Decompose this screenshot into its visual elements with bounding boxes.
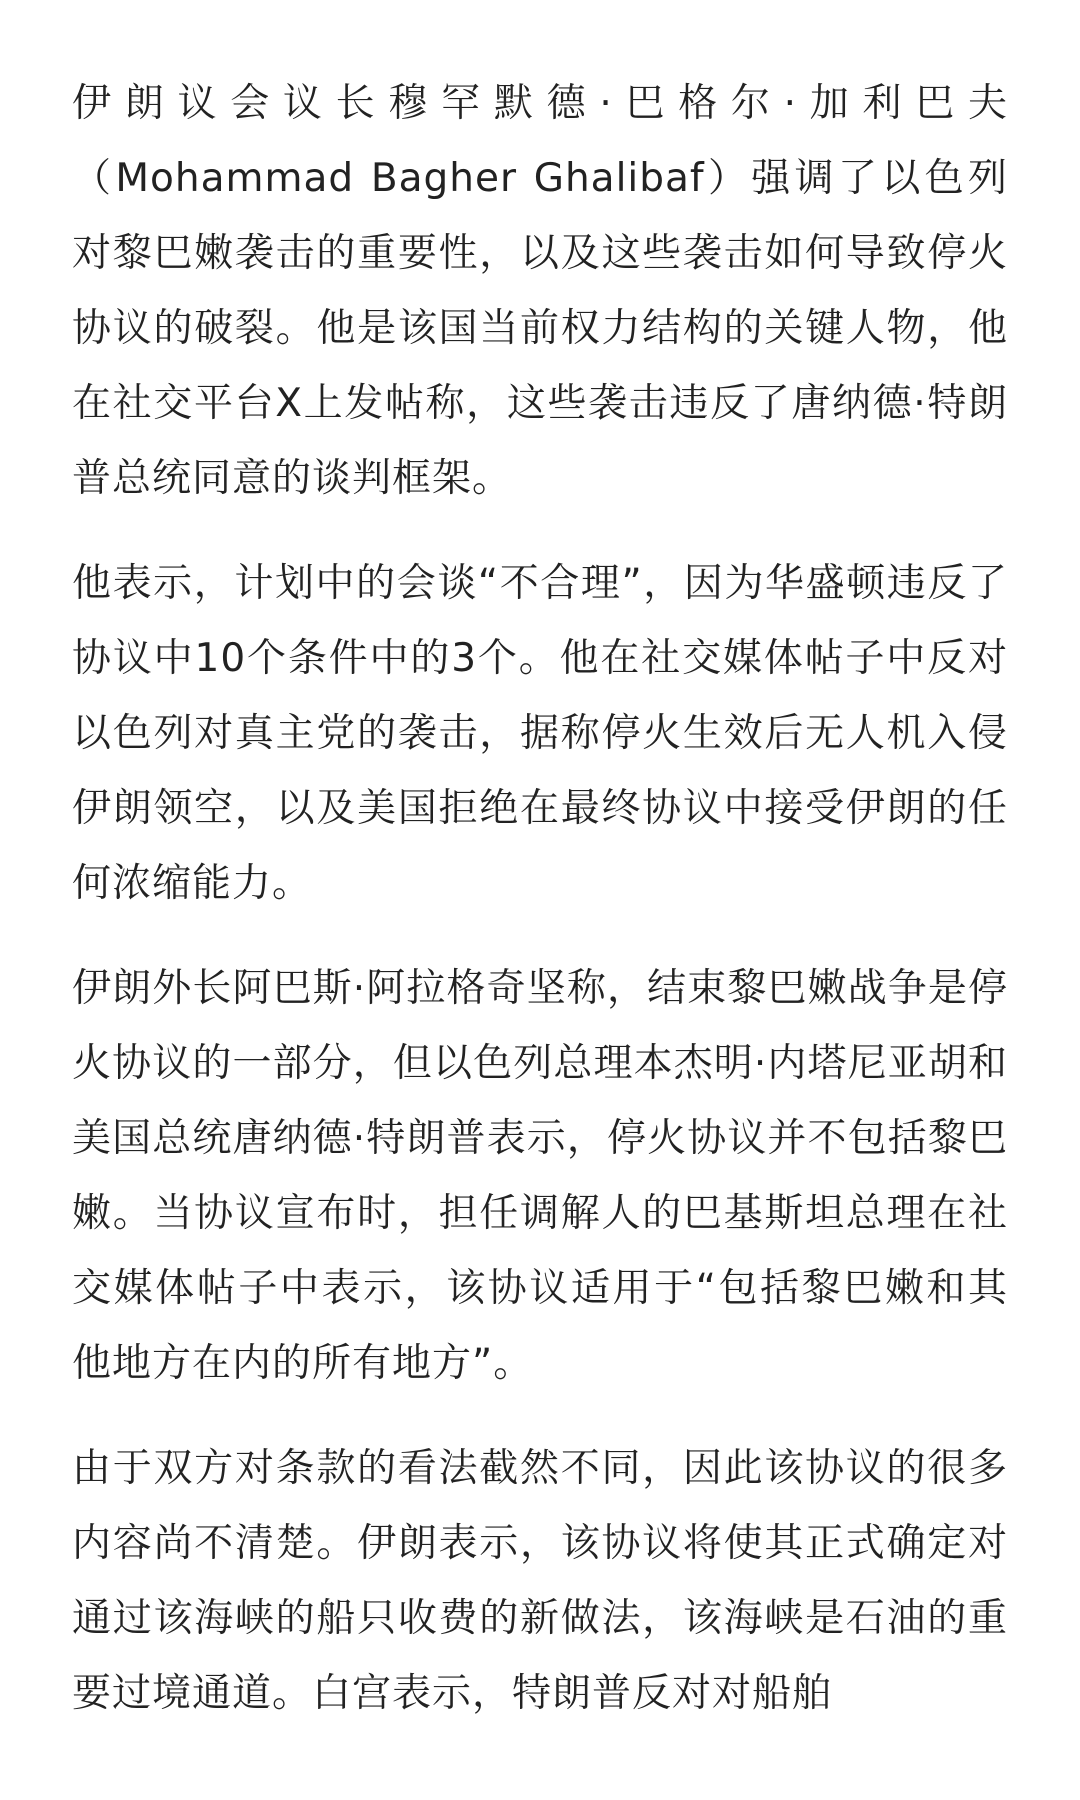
article-paragraph-3: 伊朗外长阿巴斯·阿拉格奇坚称，结束黎巴嫩战争是停火协议的一部分，但以色列总理本杰明·内塔尼亚胡和美国总统唐纳德·特朗普表示，停火协议并不包括黎巴嫩。当协议宣布时，担任调解人的巴基斯坦总理在社交媒体帖子中表示，该协议适用于“包括黎巴嫩和其他地方在内的所有地方”。 — [72, 966, 1008, 1386]
article-paragraph-4: 由于双方对条款的看法截然不同，因此该协议的很多内容尚不清楚。伊朗表示，该协议将使其正式确定对通过该海峡的船只收费的新做法，该海峡是石油的重要过境通道。白宫表示，特朗普反对对船舶 — [72, 1446, 1008, 1716]
article-body — [72, 66, 1008, 1761]
article-paragraph-2: 他表示，计划中的会谈“不合理”，因为华盛顿违反了协议中10个条件中的3个。他在社交媒体帖子中反对以色列对真主党的袭击，据称停火生效后无人机入侵伊朗领空，以及美国拒绝在最终协议中接受伊朗的任何浓缩能力。 — [72, 561, 1008, 906]
article-paragraph-1: 伊朗议会议长穆罕默德·巴格尔·加利巴夫（Mohammad Bagher Ghalibaf）强调了以色列对黎巴嫩袭击的重要性，以及这些袭击如何导致停火协议的破裂。他是该国当前权力结构的关键人物，他在社交平台X上发帖称，这些袭击违反了唐纳德·特朗普总统同意的谈判框架。 — [72, 81, 1008, 501]
